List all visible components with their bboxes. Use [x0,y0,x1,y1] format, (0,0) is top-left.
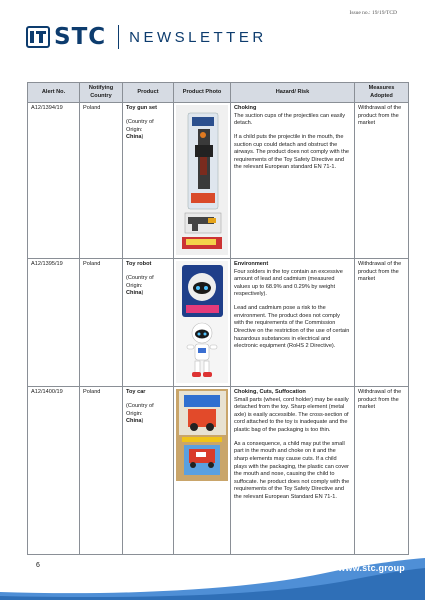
newsletter-title: NEWSLETTER [129,28,267,46]
origin-country: China [126,134,142,141]
hazard-consequence: Lead and cadmium pose a risk to the environment. The product does not comply with the requirements of the Commission Directive on the restriction of the use of certain hazardous substances in electrical and electronic equipment (RoHS 2 Directive). [234,305,350,350]
product-name: Toy car [126,389,146,396]
product-cell: Toy robot (Country of Origin: China) [123,259,174,387]
notifying-country: Poland [80,259,123,387]
table-row [28,103,409,259]
newsletter-header [26,24,267,50]
hazard-cell [231,103,355,259]
notifying-country: Poland [80,387,123,555]
product-photo-cell [174,103,231,259]
table-row [28,387,409,555]
notifying-country: Poland [80,103,123,259]
column-header-measures: Measures Adopted [355,83,409,103]
hazard-cell [231,387,355,555]
origin-country: China [126,290,142,297]
product-cell: Toy gun set (Country of Origin: China) [123,103,174,259]
hazard-consequence: If a child puts the projectile in the mouth, the suction cup could detach and obstruct the airways. The product does not comply with the requirements of the Toy Safety Directive and the relevant European standard EN 71-1. [234,134,349,171]
alert-number: A12/1400/19 [28,387,80,555]
alert-number: A12/1395/19 [28,259,80,387]
alert-number: A12/1394/19 [28,103,80,259]
origin-label: (Country of Origin: [126,119,154,133]
toy-car-photo [176,389,228,481]
stc-logo-icon [26,26,50,48]
column-header-alert-no: Alert No. [28,83,80,103]
origin-label: (Country of Origin: [126,403,154,417]
product-name: Toy robot [126,261,152,268]
table-row [28,259,409,387]
issue-number: Issue no.: 19/19/TCD [349,10,397,16]
column-header-product: Product [123,83,174,103]
page-number: 6 [36,562,40,569]
hazard-title: Environment [234,261,269,268]
toy-robot-photo [176,261,228,383]
product-photo-cell [174,259,231,387]
hazard-consequence: As a consequence, a child may put the small part in the mouth and choke on it and the sharp elements may cause cuts. If a child plays with the packaging, the plastic can cover the mouth and nose, causing the child to suffocate. he product does not comply with the requirements of the Toy Safety Directive and the relevant European Standard EN 71-1. [234,440,350,500]
header-divider [118,25,119,49]
measures-adopted: Withdrawal of the product from the market [355,387,409,555]
product-name: Toy gun set [126,105,157,112]
column-header-hazard: Hazard/ Risk [231,83,355,103]
column-header-photo: Product Photo [174,83,231,103]
table-header-row [28,83,409,103]
website-link[interactable]: www.stc.group [338,563,405,573]
hazard-description: The suction cups of the projectiles can easily detach. [234,112,346,127]
product-photo-cell [174,387,231,555]
hazard-title: Choking [234,105,257,112]
product-cell: Toy car (Country of Origin: China) [123,387,174,555]
column-header-country: Notifying Country [80,83,123,103]
origin-country: China [126,418,142,425]
toy-gun-photo [176,105,228,255]
footer-banner [0,552,425,600]
hazard-cell [231,259,355,387]
measures-adopted: Withdrawal of the product from the market [355,259,409,387]
product-alerts-table [27,82,409,555]
hazard-description: Four solders in the toy contain an excessive amount of lead and cadmium (measured values up to 68.9% and 0.29% by weight respectively). [234,268,343,298]
logo-text: STC [54,24,107,50]
hazard-title: Choking, Cuts, Suffocation [234,389,306,396]
origin-label: (Country of Origin: [126,275,154,289]
measures-adopted: Withdrawal of the product from the market [355,103,409,259]
hazard-description: Small parts (wheel, cord holder) may be easily detached from the toy. Sharp element (metal axle) is easily accessible. The cross-section of cord attached to the toy is inadequate and the plastic bag of the packaging is too thin. [234,396,349,433]
